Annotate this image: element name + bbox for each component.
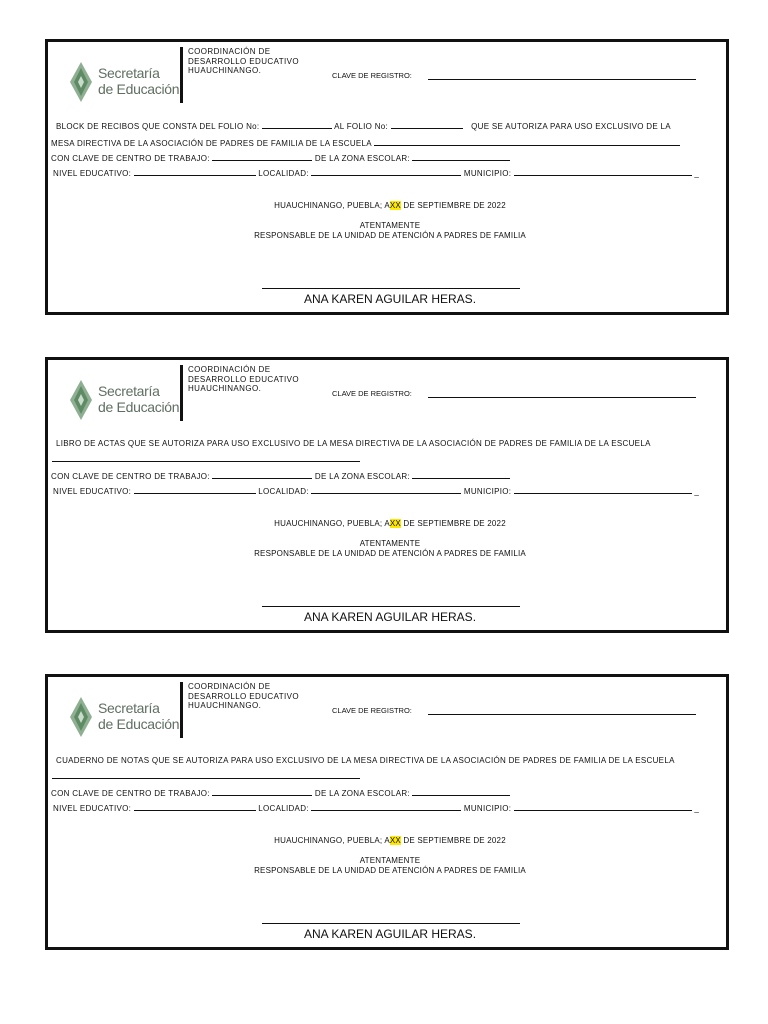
logo-line-1: Secretaría xyxy=(98,65,160,81)
localidad-label: LOCALIDAD: xyxy=(258,169,309,178)
logo-line-1: Secretaría xyxy=(98,383,160,399)
date-text-after: DE SEPTIEMBRE DE 2022 xyxy=(400,836,506,845)
cuaderno-row xyxy=(56,756,675,765)
folio-text-c: QUE SE AUTORIZA PARA USO EXCLUSIVO DE LA xyxy=(471,122,671,131)
date-day-highlight: XX xyxy=(389,836,401,845)
date-text: HUAUCHINANGO, PUEBLA; A xyxy=(274,519,390,528)
localidad-label: LOCALIDAD: xyxy=(258,487,309,496)
nivel-field[interactable] xyxy=(134,486,256,494)
school-row xyxy=(51,138,680,148)
localidad-field[interactable] xyxy=(311,803,461,811)
coord-line: HUAUCHINANGO. xyxy=(188,66,262,75)
date-day-highlight: XX xyxy=(389,519,401,528)
coord-line: COORDINACIÓN DE xyxy=(188,47,271,56)
date-text-after: DE SEPTIEMBRE DE 2022 xyxy=(400,201,506,210)
cuaderno-text: CUADERNO DE NOTAS QUE SE AUTORIZA PARA USO EXCLUSIVO DE LA MESA DIRECTIVA DE LA ASOCIACIÓN DE PADRES DE FAMILIA DE LA ESCUELA xyxy=(56,756,675,765)
folio-row xyxy=(56,121,671,131)
nivel-row xyxy=(53,168,699,178)
date-day-highlight: XX xyxy=(389,201,401,210)
coordination-block xyxy=(188,47,299,76)
logo-line-2: de Educación xyxy=(98,81,180,97)
libro-text: LIBRO DE ACTAS QUE SE AUTORIZA PARA USO EXCLUSIVO DE LA MESA DIRECTIVA DE LA ASOCIACIÓN DE PADRES DE FAMILIA DE LA ESCUELA xyxy=(56,439,651,448)
school-text: MESA DIRECTIVA DE LA ASOCIACIÓN DE PADRES DE FAMILIA DE LA ESCUELA xyxy=(51,139,372,148)
coord-line: HUAUCHINANGO. xyxy=(188,701,262,710)
clave-registro-label: CLAVE DE REGISTRO: xyxy=(332,706,412,715)
folio-end-field[interactable] xyxy=(391,121,463,129)
libro-row xyxy=(56,439,651,448)
nivel-label: NIVEL EDUCATIVO: xyxy=(53,804,132,813)
clave-ct-field[interactable] xyxy=(212,788,312,796)
localidad-field[interactable] xyxy=(311,486,461,494)
nivel-label: NIVEL EDUCATIVO: xyxy=(53,169,132,178)
signature-name: ANA KAREN AGUILAR HERAS. xyxy=(303,610,477,624)
zona-field[interactable] xyxy=(412,153,510,161)
date-line xyxy=(48,201,732,210)
date-text: HUAUCHINANGO, PUEBLA; A xyxy=(274,201,390,210)
coordination-block xyxy=(188,682,299,711)
secretaria-diamond-icon xyxy=(70,697,92,737)
municipio-label: MUNICIPIO: xyxy=(463,169,512,178)
atentamente: ATENTAMENTE xyxy=(359,856,421,865)
ct-row xyxy=(51,471,510,481)
signature-name: ANA KAREN AGUILAR HERAS. xyxy=(303,292,477,306)
ct-row xyxy=(51,788,510,798)
zona-label: DE LA ZONA ESCOLAR: xyxy=(314,789,410,798)
municipio-field[interactable] xyxy=(514,486,692,494)
clave-ct-field[interactable] xyxy=(212,471,312,479)
trailing-mark: _ xyxy=(694,169,700,178)
date-text-after: DE SEPTIEMBRE DE 2022 xyxy=(400,519,506,528)
responsable-title: RESPONSABLE DE LA UNIDAD DE ATENCIÓN A PADRES DE FAMILIA xyxy=(254,231,526,240)
folio-start-field[interactable] xyxy=(262,121,332,129)
localidad-label: LOCALIDAD: xyxy=(258,804,309,813)
atentamente: ATENTAMENTE xyxy=(359,221,421,230)
clave-registro-label: CLAVE DE REGISTRO: xyxy=(332,71,412,80)
secretaria-logo xyxy=(70,695,180,741)
nivel-row xyxy=(53,803,699,813)
clave-ct-label: CON CLAVE DE CENTRO DE TRABAJO: xyxy=(51,472,210,481)
secretaria-logo xyxy=(70,60,180,106)
authorization-card-3 xyxy=(45,674,729,950)
coord-line: DESARROLLO EDUCATIVO xyxy=(188,691,299,701)
signature-line xyxy=(262,923,520,924)
responsable-title: RESPONSABLE DE LA UNIDAD DE ATENCIÓN A PADRES DE FAMILIA xyxy=(254,866,526,875)
header-divider xyxy=(180,365,183,421)
school-field[interactable] xyxy=(52,771,360,779)
header-divider xyxy=(180,47,183,103)
nivel-field[interactable] xyxy=(134,803,256,811)
logo-line-2: de Educación xyxy=(98,399,180,415)
coord-line: COORDINACIÓN DE xyxy=(188,365,271,374)
zona-label: DE LA ZONA ESCOLAR: xyxy=(314,472,410,481)
logo-line-2: de Educación xyxy=(98,716,180,732)
municipio-field[interactable] xyxy=(514,168,692,176)
clave-ct-field[interactable] xyxy=(212,153,312,161)
coord-line: COORDINACIÓN DE xyxy=(188,682,271,691)
authorization-card-2 xyxy=(45,357,729,633)
date-line xyxy=(48,519,732,528)
localidad-field[interactable] xyxy=(311,168,461,176)
atentamente: ATENTAMENTE xyxy=(359,539,421,548)
responsable-title: RESPONSABLE DE LA UNIDAD DE ATENCIÓN A PADRES DE FAMILIA xyxy=(254,549,526,558)
clave-ct-label: CON CLAVE DE CENTRO DE TRABAJO: xyxy=(51,154,210,163)
folio-text-a: BLOCK DE RECIBOS QUE CONSTA DEL FOLIO No: xyxy=(56,122,260,131)
date-line xyxy=(48,836,732,845)
signature-line xyxy=(262,288,520,289)
secretaria-diamond-icon xyxy=(70,380,92,420)
clave-registro-field[interactable] xyxy=(428,79,696,80)
coord-line: HUAUCHINANGO. xyxy=(188,384,262,393)
zona-field[interactable] xyxy=(412,788,510,796)
clave-ct-label: CON CLAVE DE CENTRO DE TRABAJO: xyxy=(51,789,210,798)
ct-row xyxy=(51,153,510,163)
trailing-mark: _ xyxy=(694,487,700,496)
header-divider xyxy=(180,682,183,738)
school-field[interactable] xyxy=(374,138,680,146)
trailing-mark: _ xyxy=(694,804,700,813)
coord-line: DESARROLLO EDUCATIVO xyxy=(188,374,299,384)
clave-registro-label: CLAVE DE REGISTRO: xyxy=(332,389,412,398)
school-field[interactable] xyxy=(52,454,360,462)
municipio-label: MUNICIPIO: xyxy=(463,804,512,813)
date-text: HUAUCHINANGO, PUEBLA; A xyxy=(274,836,390,845)
coordination-block xyxy=(188,365,299,394)
zona-label: DE LA ZONA ESCOLAR: xyxy=(314,154,410,163)
municipio-field[interactable] xyxy=(514,803,692,811)
signature-name: ANA KAREN AGUILAR HERAS. xyxy=(303,927,477,941)
zona-field[interactable] xyxy=(412,471,510,479)
clave-registro-field[interactable] xyxy=(428,397,696,398)
signature-line xyxy=(262,606,520,607)
secretaria-logo xyxy=(70,378,180,424)
coord-line: DESARROLLO EDUCATIVO xyxy=(188,56,299,66)
authorization-card-1 xyxy=(45,39,729,315)
clave-registro-field[interactable] xyxy=(428,714,696,715)
folio-text-b: AL FOLIO No: xyxy=(334,122,389,131)
logo-line-1: Secretaría xyxy=(98,700,160,716)
nivel-label: NIVEL EDUCATIVO: xyxy=(53,487,132,496)
secretaria-diamond-icon xyxy=(70,62,92,102)
municipio-label: MUNICIPIO: xyxy=(463,487,512,496)
nivel-field[interactable] xyxy=(134,168,256,176)
nivel-row xyxy=(53,486,699,496)
